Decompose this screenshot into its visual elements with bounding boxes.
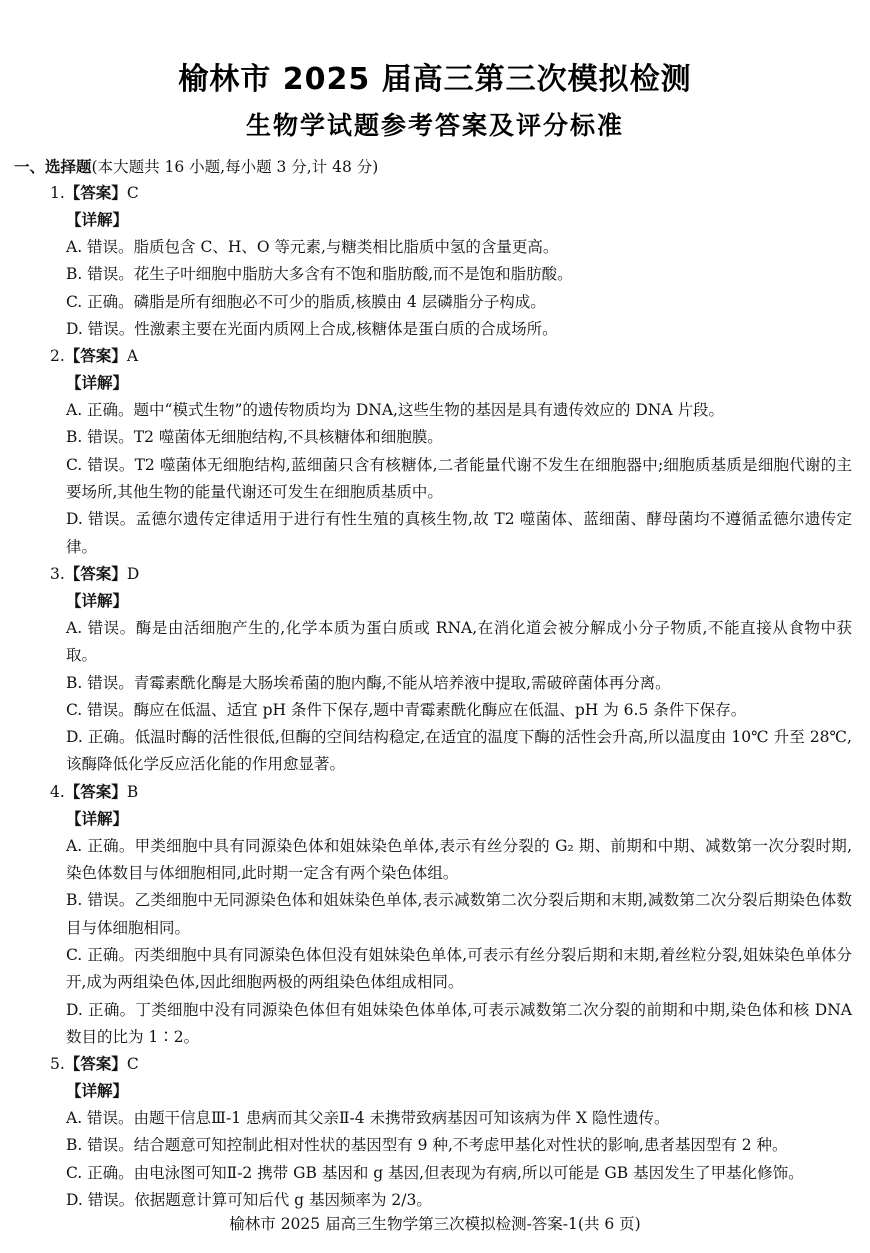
option-text: A. 错误。脂质包含 C、H、O 等元素,与糖类相比脂质中氢的含量更高。 <box>66 238 559 256</box>
detail-label: 【详解】 <box>66 1082 129 1101</box>
option-text: C. 正确。由电泳图可知Ⅱ-2 携带 GB 基因和 g 基因,但表现为有病,所以可能是 GB 基因发生了甲基化修饰。 <box>66 1163 804 1182</box>
answer-label: 【答案】 <box>64 782 127 801</box>
detail-label: 【详解】 <box>66 374 129 393</box>
answer-line <box>50 779 870 806</box>
question-number: 2. <box>50 347 65 366</box>
answer-line <box>50 343 870 370</box>
answer-list <box>0 180 870 1214</box>
option-text: B. 错误。结合题意可知控制此相对性状的基因型有 9 种,不考虑甲基化对性状的影响,患者基因型有 2 种。 <box>66 1136 788 1155</box>
answer-value: B <box>126 782 139 801</box>
page-footer: 榆林市 2025 届高三生物学第三次模拟检测-答案-1(共 6 页) <box>229 1215 641 1233</box>
option-text: D. 正确。丁类细胞中没有同源染色体但有姐妹染色体单体,可表示减数第二次分裂的前期和中期,染色体和核 DNA 数目的比为 1∶2。 <box>66 1000 852 1046</box>
detail-label: 【详解】 <box>66 591 129 610</box>
section-note: (本大题共 16 小题,每小题 3 分,计 48 分) <box>91 158 379 176</box>
detail-label: 【详解】 <box>66 211 129 229</box>
option-text: C. 正确。磷脂是所有细胞必不可少的脂质,核膜由 4 层磷脂分子构成。 <box>66 292 546 311</box>
answer-label: 【答案】 <box>64 1055 127 1074</box>
answer-label: 【答案】 <box>64 347 127 366</box>
option-text: D. 错误。孟德尔遗传定律适用于进行有性生殖的真核生物,故 T2 噬菌体、蓝细菌、酵母菌均不遵循孟德尔遗传定律。 <box>66 510 852 556</box>
answer-value: C <box>126 1055 139 1074</box>
question-number: 4. <box>50 782 65 801</box>
option-text: A. 正确。甲类细胞中具有同源染色体和姐妹染色单体,表示有丝分裂的 G₂ 期、前期和中期、减数第一次分裂时期,染色体数目与体细胞相同,此时期一定含有两个染色体组。 <box>66 836 852 883</box>
page-title: 榆林市 2025 届高三第三次模拟检测 <box>178 62 692 97</box>
option-text: A. 正确。题中“模式生物”的遗传物质均为 DNA,这些生物的基因是具有遗传效应的 DNA 片段。 <box>66 401 724 420</box>
question-number: 1. <box>50 184 65 202</box>
option-text: C. 错误。T2 噬菌体无细胞结构,蓝细菌只含有核糖体,二者能量代谢不发生在细胞器中;细胞质基质是细胞代谢的主要场所,其他生物的能量代谢还可发生在细胞质基质中。 <box>66 455 852 502</box>
option-text: A. 错误。酶是由活细胞产生的,化学本质为蛋白质或 RNA,在消化道会被分解成小分子物质,不能直接从食物中获取。 <box>66 618 852 665</box>
section-header <box>14 155 378 177</box>
answer-label: 【答案】 <box>64 564 127 583</box>
option-text: D. 错误。性激素主要在光面内质网上合成,核糖体是蛋白质的合成场所。 <box>66 319 558 338</box>
option-text: C. 正确。丙类细胞中具有同源染色体但没有姐妹染色单体,可表示有丝分裂后期和末期,着丝粒分裂,姐妹染色单体分开,成为两组染色体,因此细胞两极的两组染色体组成相同。 <box>66 945 852 992</box>
answer-value: D <box>126 564 140 583</box>
answer-line <box>50 180 870 207</box>
section-heading: 一、选择题 <box>14 158 92 176</box>
option-text: B. 错误。T2 噬菌体无细胞结构,不具核糖体和细胞膜。 <box>66 428 443 447</box>
option-text: D. 正确。低温时酶的活性很低,但酶的空间结构稳定,在适宜的温度下酶的活性会升高,所以温度由 10℃ 升至 28℃,该酶降低化学反应活化能的作用愈显著。 <box>66 728 852 774</box>
answer-value: C <box>126 184 139 202</box>
answer-value: A <box>126 347 139 366</box>
answer-line <box>50 1051 870 1078</box>
answer-label: 【答案】 <box>64 184 127 202</box>
page-subtitle: 生物学试题参考答案及评分标准 <box>245 111 624 140</box>
option-text: B. 错误。青霉素酰化酶是大肠埃希菌的胞内酶,不能从培养液中提取,需破碎菌体再分离。 <box>66 673 671 692</box>
option-text: C. 错误。酶应在低温、适宜 pH 条件下保存,题中青霉素酰化酶应在低温、pH 为 6.5 条件下保存。 <box>66 700 747 719</box>
detail-label: 【详解】 <box>66 809 129 828</box>
question-number: 3. <box>50 564 65 583</box>
answer-line <box>50 561 870 588</box>
option-text: B. 错误。乙类细胞中无同源染色体和姐妹染色单体,表示减数第二次分裂后期和末期,减数第二次分裂后期染色体数目与体细胞相同。 <box>66 891 852 937</box>
option-text: A. 错误。由题干信息Ⅲ-1 患病而其父亲Ⅱ-4 未携带致病基因可知该病为伴 X 隐性遗传。 <box>66 1109 670 1128</box>
option-text: B. 错误。花生子叶细胞中脂肪大多含有不饱和脂肪酸,而不是饱和脂肪酸。 <box>66 265 573 284</box>
option-text: D. 错误。依据题意计算可知后代 g 基因频率为 2/3。 <box>66 1191 432 1210</box>
question-number: 5. <box>50 1055 65 1074</box>
